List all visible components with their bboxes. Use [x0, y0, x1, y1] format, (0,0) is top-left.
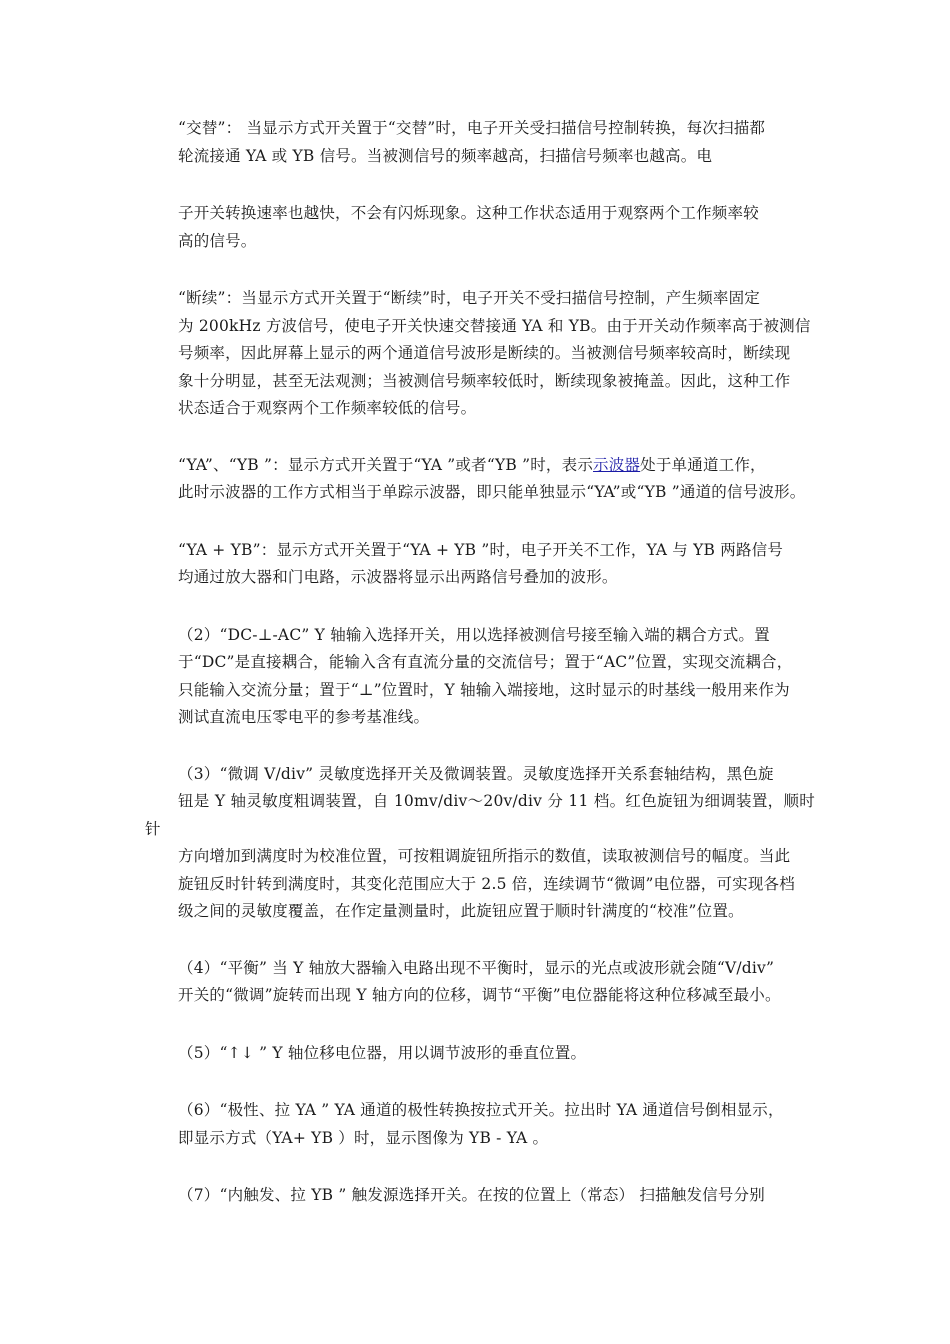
text-segment: 处于单通道工作， — [640, 455, 766, 474]
paragraph-item-6 — [145, 1097, 815, 1152]
text-line: （4）“平衡” 当 Y 轴放大器输入电路出现不平衡时，显示的光点或波形就会随“V/div” — [178, 958, 775, 977]
text-line: 方向增加到满度时为校准位置，可按粗调旋钮所指示的数值，读取被测信号的幅度。当此 — [178, 847, 791, 865]
text-line: 此时示波器的工作方式相当于单踪示波器，即只能单独显示“YA”或“YB ”通道的信号波形。 — [178, 483, 806, 501]
text-line: 即显示方式（YA+ YB ）时，显示图像为 YB - YA 。 — [178, 1128, 549, 1147]
paragraph-item-4 — [145, 955, 815, 1010]
paragraph-item-5 — [145, 1040, 815, 1068]
paragraph-jiaoti — [145, 115, 815, 170]
paragraph-item-3 — [145, 761, 815, 926]
paragraph-item-2 — [145, 622, 815, 732]
text-line: 测试直流电压零电平的参考基准线。 — [178, 708, 430, 726]
text-line: （7）“内触发、拉 YB ” 触发源选择开关。在按的位置上（常态） 扫描触发信号分别 — [178, 1186, 765, 1204]
text-line: 号频率，因此屏幕上显示的两个通道信号波形是断续的。当被测信号频率较高时，断续现 — [178, 344, 791, 362]
text-line: 象十分明显，甚至无法观测；当被测信号频率较低时，断续现象被掩盖。因此，这种工作 — [178, 371, 791, 390]
text-line: （2）“DC-⊥-AC” Y 轴输入选择开关，用以选择被测信号接至输入端的耦合方式。置 — [178, 625, 770, 644]
text-line: “交替”： 当显示方式开关置于“交替”时，电子开关受扫描信号控制转换，每次扫描都 — [178, 119, 766, 137]
paragraph-item-7 — [145, 1182, 815, 1210]
paragraph-ya-yb — [145, 452, 815, 507]
text-line: （5）“↑↓ ” Y 轴位移电位器，用以调节波形的垂直位置。 — [178, 1043, 587, 1062]
text-line: 于“DC”是直接耦合，能输入含有直流分量的交流信号；置于“AC”位置，实现交流耦合， — [178, 653, 793, 671]
text-line: 高的信号。 — [178, 231, 257, 250]
paragraph-duanxu — [145, 285, 815, 423]
text-line: 旋钮反时针转到满度时，其变化范围应大于 2.5 倍，连续调节“微调”电位器，可实现各档 — [178, 874, 795, 893]
text-line: “断续”：当显示方式开关置于“断续”时，电子开关不受扫描信号控制，产生频率固定 — [178, 289, 760, 307]
text-line: 级之间的灵敏度覆盖，在作定量测量时，此旋钮应置于顺时针满度的“校准”位置。 — [178, 902, 744, 920]
text-line: 只能输入交流分量；置于“⊥”位置时，Y 轴输入端接地，这时显示的时基线一般用来作为 — [178, 680, 790, 699]
text-line: （3）“微调 V/div” 灵敏度选择开关及微调装置。灵敏度选择开关系套轴结构，黑色旋 — [178, 764, 774, 783]
text-line: 开关的“微调”旋转而出现 Y 轴方向的位移，调节“平衡”电位器能将这种位移减至最小。 — [178, 986, 781, 1004]
paragraph-jiaoti-continued — [145, 200, 815, 255]
text-line: 子开关转换速率也越快，不会有闪烁现象。这种工作状态适用于观察两个工作频率较 — [178, 204, 759, 222]
text-line: 为 200kHz 方波信号，使电子开关快速交替接通 YA 和 YB。由于开关动作频率高于被测信 — [178, 316, 811, 335]
text-line: 轮流接通 YA 或 YB 信号。当被测信号的频率越高，扫描信号频率也越高。电 — [178, 146, 713, 165]
oscilloscope-link[interactable]: 示波器 — [593, 455, 641, 474]
paragraph-ya-plus-yb — [145, 537, 815, 592]
text-line: 钮是 Y 轴灵敏度粗调装置，自 10mv/div～20v/div 分 11 档。红色旋钮为细调装置，顺时针 — [145, 792, 815, 838]
text-line: （6）“极性、拉 YA ” YA 通道的极性转换按拉式开关。拉出时 YA 通道信号倒相显示， — [178, 1101, 784, 1119]
document-body — [145, 115, 815, 1210]
text-line: 均通过放大器和门电路，示波器将显示出两路信号叠加的波形。 — [178, 568, 618, 586]
text-line: “YA + YB”：显示方式开关置于“YA + YB ”时，电子开关不工作，YA 与 YB 两路信号 — [178, 540, 784, 559]
text-line — [145, 452, 815, 480]
text-segment: “YA”、“YB ”：显示方式开关置于“YA ”或者“YB ”时，表示 — [178, 455, 594, 474]
text-line: 状态适合于观察两个工作频率较低的信号。 — [178, 399, 477, 417]
